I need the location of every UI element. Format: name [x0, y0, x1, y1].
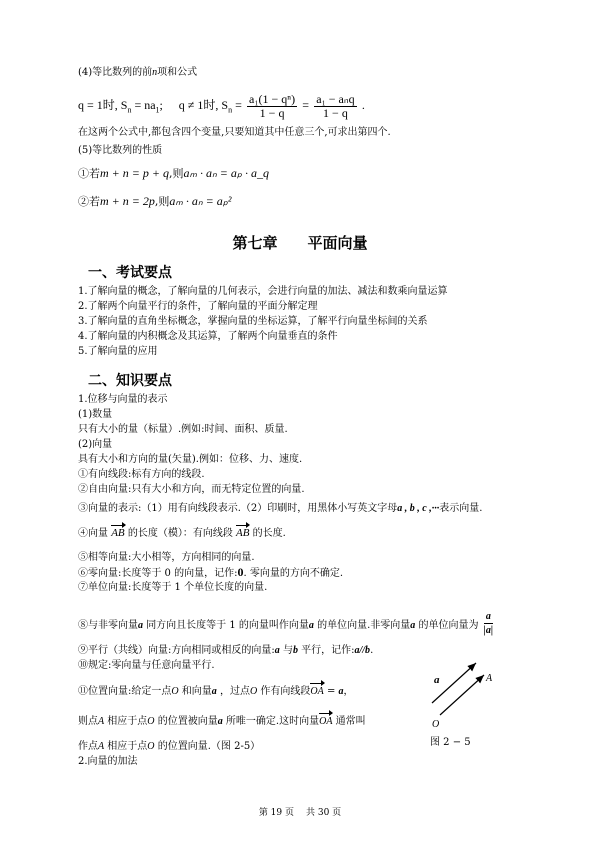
- text-line: ⑥零向量:长度等于 0 的向量，记作:0. 零向量的方向不确定.: [78, 565, 344, 579]
- section-exam-points-title: 一、考试要点: [88, 265, 172, 281]
- list-item: 2.了解两个向量平行的条件，了解向量的平面分解定理: [78, 301, 318, 312]
- text-line: 只有大小的量（标量）.例如:时间、面积、质量.: [78, 424, 288, 435]
- figure-caption: 图 2 − 5: [430, 737, 471, 748]
- page-footer: 第 19 页 共 30 页: [258, 808, 342, 818]
- list-item: 5.了解向量的应用: [78, 346, 158, 357]
- vector-oa-arrow: [440, 675, 484, 715]
- figure-label-O: O: [432, 719, 440, 730]
- sum-formula: q = 1时, $S_n = na_1$; q ≠ 1时, $S_n$ = $\frac{\text{a₁(1 − qⁿ)}}{1 - q}$ = $\frac{\text{a₁ − aₙq}}{1 - q}$ .: [78, 92, 365, 120]
- item5-heading: (5)等比数列的性质: [78, 145, 163, 156]
- section-knowledge-title: 二、知识要点: [88, 373, 172, 389]
- item4-heading: (4)等比数列的前n项和公式: [78, 67, 198, 78]
- text-line: ⑪位置向量:给定一点O 和向量a ，过点O 作有向线段OA = a，: [78, 686, 354, 697]
- text-line: ④向量 AB 的长度（模）：有向线段 AB 的长度.: [78, 527, 286, 539]
- text-line: ⑦单位向量:长度等于 1 个单位长度的向量.: [78, 582, 268, 593]
- text-line: ⑧与非零向量a 同方向且长度等于 1 的向量叫作向量a 的单位向量.非零向量a 的单位向量为 $\frac{a}{|a|}$: [78, 611, 494, 636]
- text-line: ⑨平行（共线）向量:方向相同或相反的向量:a 与b 平行，记作:a//b.: [78, 645, 374, 656]
- list-item: 4.了解向量的内积概念及其运算，了解两个向量垂直的条件: [78, 331, 338, 342]
- chapter-title: 第七章 平面向量: [232, 234, 368, 252]
- text-line: 2.向量的加法: [78, 756, 138, 767]
- text-line: ⑩规定:零向量与任意向量平行.: [78, 660, 215, 671]
- text-line: ②自由向量:只有大小和方向，而无特定位置的向量.: [78, 484, 305, 495]
- property-1: ①若m + n = p + q,则aₘ · aₙ = aₚ · a_q: [78, 166, 269, 180]
- figure-2-5: [420, 655, 520, 755]
- figure-label-a: a: [434, 674, 440, 686]
- text-line: (2)向量: [78, 439, 113, 450]
- formula-note: 在这两个公式中,都包含四个变量,只要知道其中任意三个,可求出第四个.: [78, 127, 391, 138]
- text-line: ①有向线段:标有方向的线段.: [78, 469, 205, 480]
- text-line: 1.位移与向量的表示: [78, 394, 168, 405]
- text-line: 具有大小和方向的量(矢量).例如：位移、力、速度.: [78, 454, 303, 465]
- text-line: ⑤相等向量:大小相等，方向相同的向量.: [78, 552, 255, 563]
- property-2: ②若m + n = 2p,则aₘ · aₙ = aₚ²: [78, 194, 232, 208]
- text-line: ③向量的表示:（1）用有向线段表示.（2）印刷时，用黑体小写英文字母a , b , c ,···表示向量.: [78, 503, 483, 514]
- list-item: 1.了解向量的概念，了解向量的几何表示，会进行向量的加法、减法和数乘向量运算: [78, 286, 448, 297]
- text-line: 则点A 相应于点O 的位置被向量a 所唯一确定.这时向量OA 通常叫: [78, 716, 366, 727]
- list-item: 3.了解向量的直角坐标概念，掌握向量的坐标运算，了解平行向量坐标间的关系: [78, 316, 428, 327]
- text-line: (1)数量: [78, 409, 113, 420]
- text-line: 作点A 相应于点O 的位置向量.（图 2-5）: [78, 741, 261, 752]
- figure-label-A: A: [486, 673, 493, 684]
